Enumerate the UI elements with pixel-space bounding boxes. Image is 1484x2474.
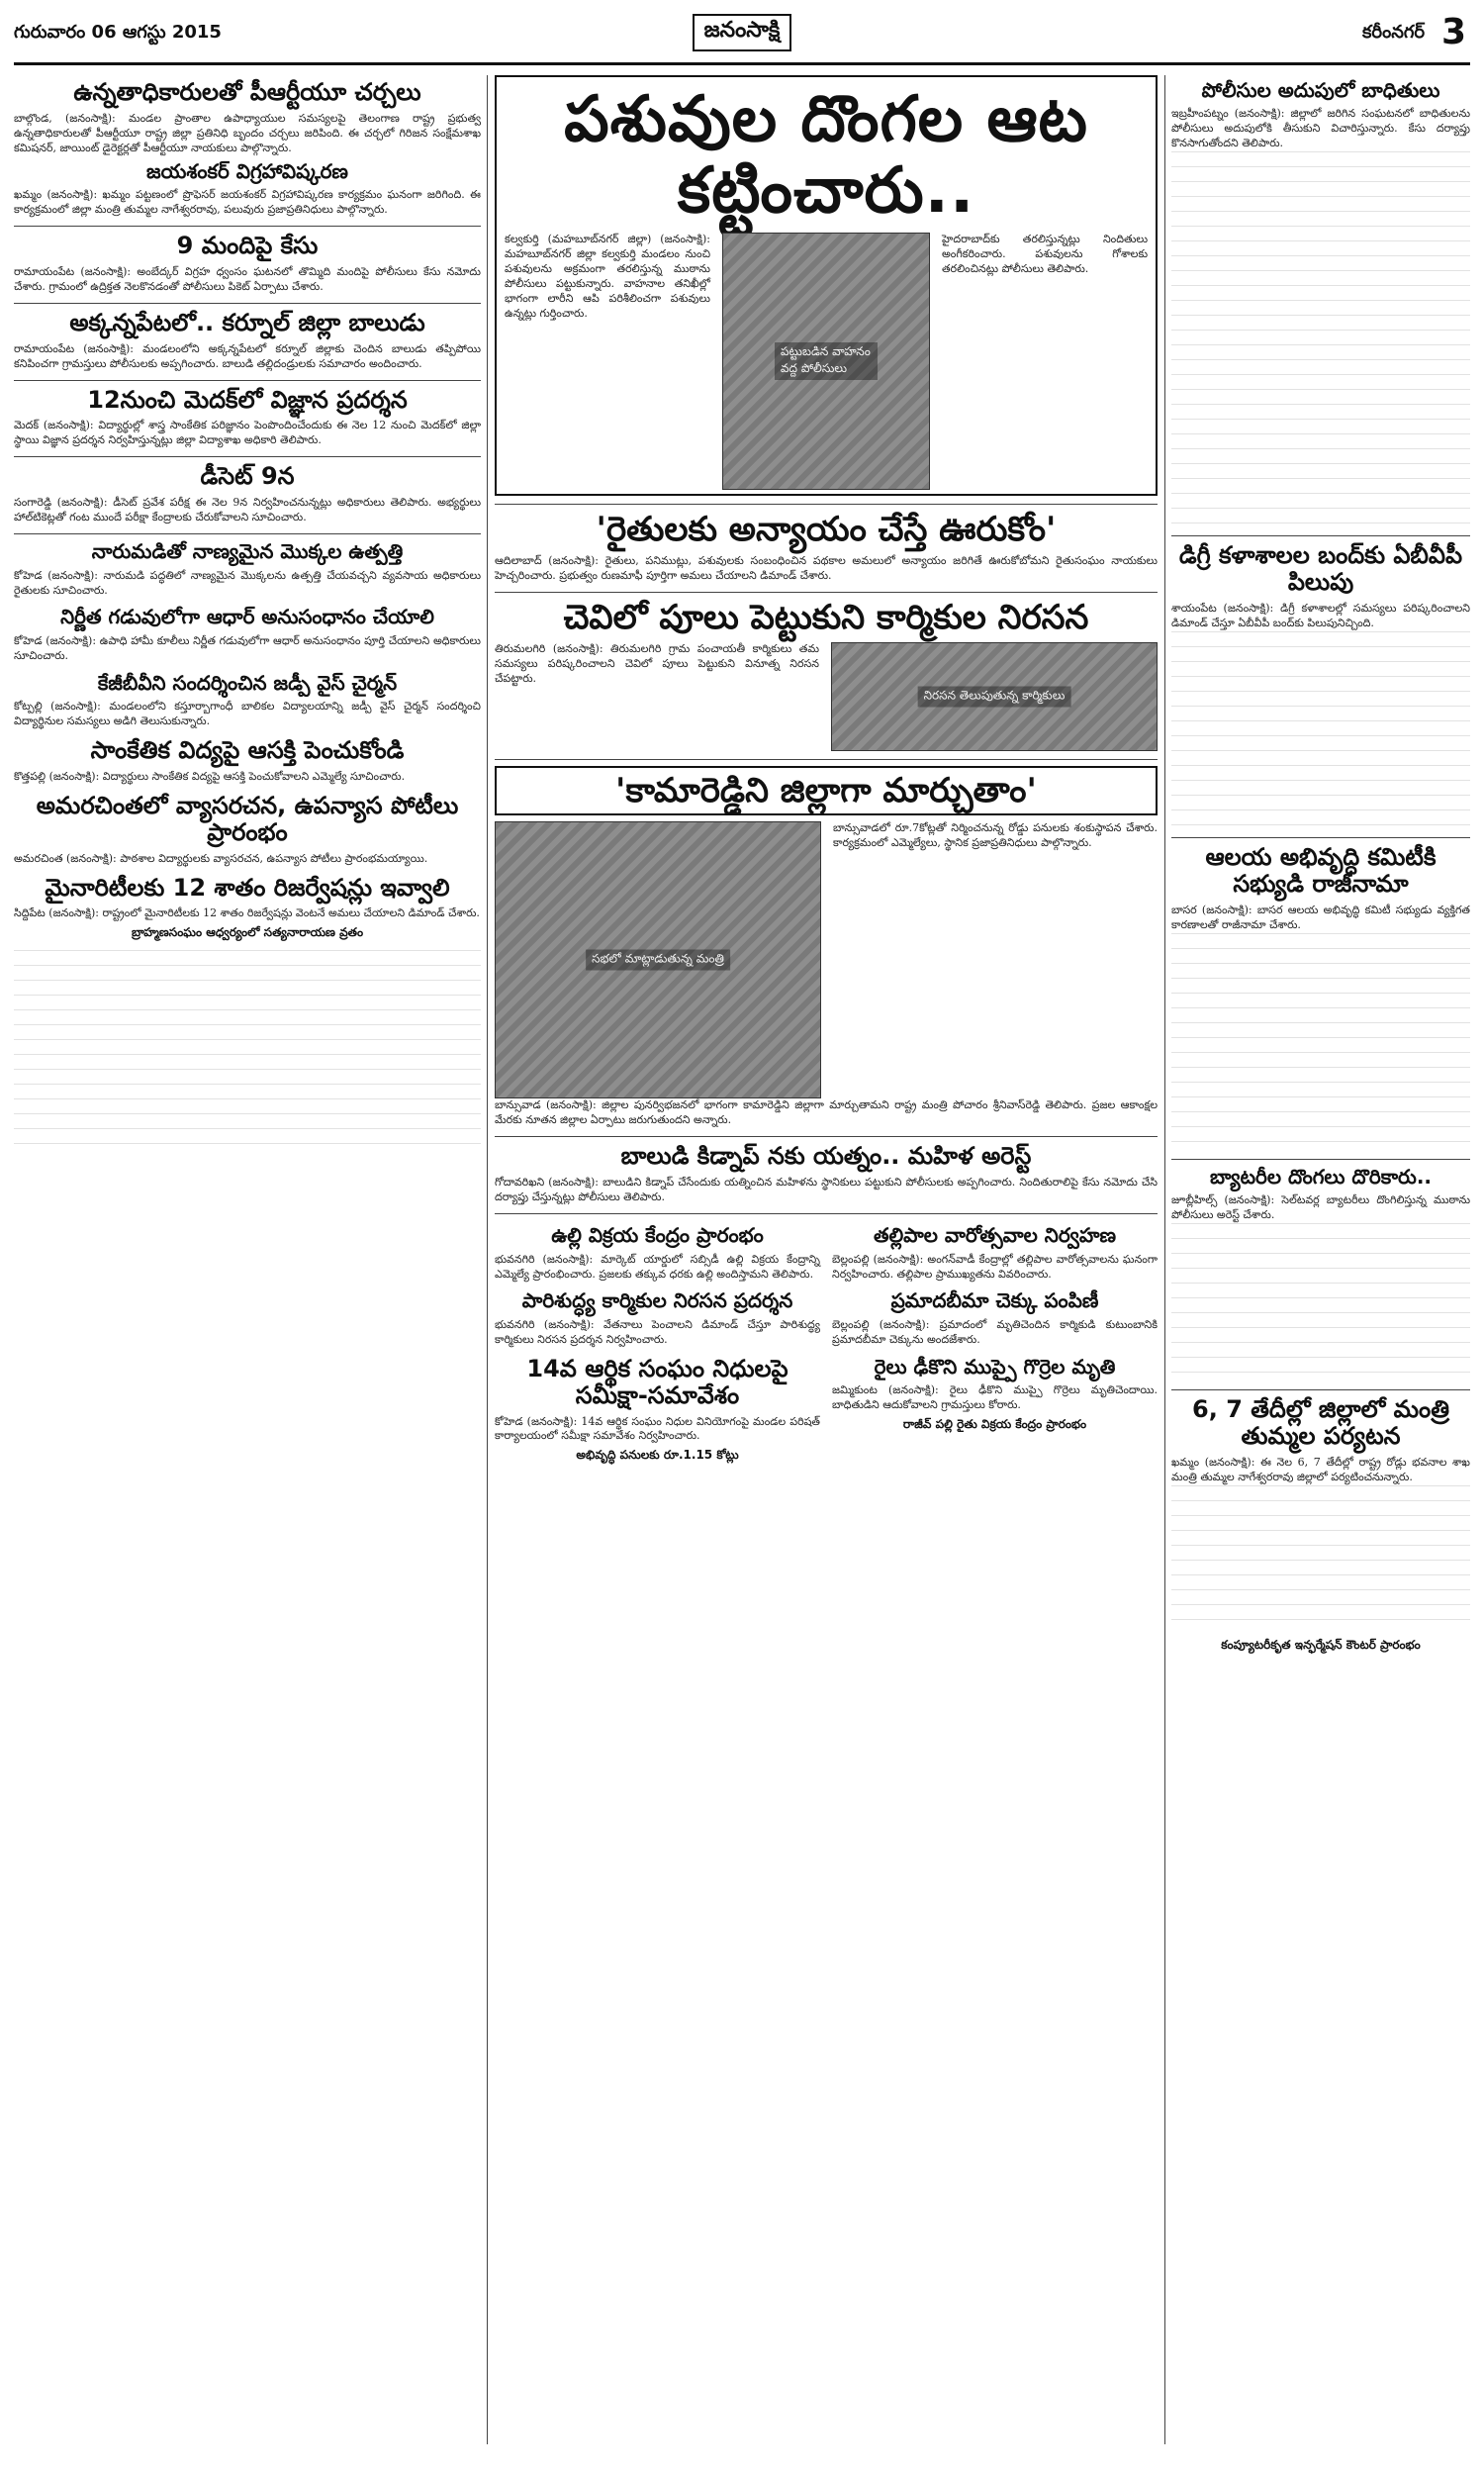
headline: నారుమడితో నాణ్యమైన మొక్కల ఉత్పత్తి (91, 539, 404, 564)
headline: 9 మందిపై కేసు (176, 232, 319, 260)
photo-caption: పట్టుబడిన వాహనం వద్ద పోలీసులు (775, 342, 878, 380)
news-photo (831, 642, 1158, 751)
headline: పారిశుద్ధ్య కార్మికుల నిరసన ప్రదర్శన (521, 1288, 793, 1313)
headline: ఉన్నతాధికారులతో పీఆర్టీయూ చర్చలు (73, 78, 421, 106)
news-photo (722, 233, 930, 490)
story (1171, 1166, 1470, 1381)
headline: ఉల్లి విక్రయ కేంద్రం ప్రారంభం (551, 1223, 764, 1248)
divider (14, 226, 481, 227)
headline: సాంకేతిక విద్యపై ఆసక్తి పెంచుకోండి (90, 736, 405, 765)
story-body: మెదక్ (జనంసాక్షి): విద్యార్థుల్లో శాస్త్ర సాంకేతిక పరిజ్ఞానం పెంపొందించేందుకు ఈ నెల 12 నుంచి మెదక్‌లో జిల్లా స్థాయి విజ్ఞాన ప్రదర్శన నిర్వహిస్తున్నట్లు జిల్లా విద్యాశాఖ అధికారి తెలిపారు. (14, 419, 481, 447)
story (14, 606, 481, 663)
story-body: గోదావరిఖని (జనంసాక్షి): బాలుడిని కిడ్నాప్ చేసేందుకు యత్నించిన మహిళను స్థానికులు పట్టుకుని పోలీసులకు అప్పగించారు. నిందితురాలిపై కేసు నమోదు చేసి దర్యాప్తు చేస్తున్నట్లు పోలీసులు తెలిపారు. (495, 1176, 1158, 1204)
story (832, 1289, 1158, 1347)
story-body: కోహెడ (జనంసాక్షి): ఉపాధి హామీ కూలీలు నిర్ణీత గడువులోగా ఆధార్ అనుసంధానం పూర్తి చేయాలని అధికారులు సూచించారు. (14, 633, 481, 662)
headline: 14వ ఆర్థిక సంఘం నిధులపై సమీక్షా-సమావేశం (526, 1354, 788, 1409)
story (14, 540, 481, 598)
paper-logo: జనంసాక్షి (693, 14, 792, 51)
story (495, 1143, 1158, 1205)
headline: పోలీసుల అదుపులో బాధితులు (1201, 78, 1440, 102)
subheadline: కంప్యూటరీకృత ఇన్ఫర్మేషన్ కౌంటర్ ప్రారంభం (1221, 1637, 1421, 1652)
story-body: కోట్పల్లి (జనంసాక్షి): మండలంలోని కస్తూర్బాగాంధీ బాలికల విద్యాలయాన్ని జడ్పీ వైస్ చైర్మన్ సందర్శించి విద్యార్థినుల సమస్యలు అడిగి తెలుసుకున్నారు. (14, 700, 481, 728)
story-body: అమరచింత (జనంసాక్షి): పాఠశాల విద్యార్థులకు వ్యాసరచన, ఉపన్యాస పోటీలు ప్రారంభమయ్యాయి. (14, 851, 428, 865)
column-rule (487, 75, 488, 2444)
story-body: బెల్లంపల్లి (జనంసాక్షి): అంగన్‌వాడీ కేంద్రాల్లో తల్లిపాల వారోత్సవాలను ఘనంగా నిర్వహించారు. తల్లిపాల ప్రాముఖ్యతను వివరించారు. (832, 1252, 1158, 1281)
story-body: భువనగిరి (జనంసాక్షి): మార్కెట్ యార్డులో సబ్సిడీ ఉల్లి విక్రయ కేంద్రాన్ని ఎమ్మెల్యే ప్రారంభించారు. ప్రజలకు తక్కువ ధరకు ఉల్లి అందిస్తామని తెలిపారు. (495, 1252, 820, 1281)
story-body: కల్వకుర్తి (మహబూబ్‌నగర్ జిల్లా) (జనంసాక్షి): మహబూబ్‌నగర్ జిల్లా కల్వకుర్తి మండలం నుంచి పశువులను అక్రమంగా తరలిస్తున్న ముఠాను పోలీసులు పట్టుకున్నారు. వాహనాల తనిఖీల్లో భాగంగా లారీని ఆపి పరిశీలించగా పశువులు ఉన్నట్లు గుర్తించారు. (505, 233, 710, 321)
story (495, 511, 1158, 584)
text-lines (1171, 631, 1470, 829)
story (14, 79, 481, 218)
headline: 12నుంచి మెదక్‌లో విజ్ఞాన ప్రదర్శన (87, 385, 408, 414)
story (14, 463, 481, 525)
headline: ఆలయ అభివృద్ధి కమిటీకి సభ్యుడి రాజీనామా (1205, 842, 1437, 898)
story-body: జూబ్లీహిల్స్ (జనంసాక్షి): సెల్‌టవర్ల బ్యాటరీలు దొంగిలిస్తున్న ముఠాను పోలీసులు అరెస్ట్ చేశారు. (1171, 1192, 1470, 1221)
story (1171, 79, 1470, 527)
divider (14, 380, 481, 381)
text-lines (1171, 933, 1470, 1151)
headline: డీసెట్ 9న (200, 462, 295, 491)
column-right (1171, 75, 1470, 2444)
story (14, 310, 481, 372)
story (495, 599, 1158, 751)
headline: మైనారిటీలకు 12 శాతం రిజర్వేషన్లు ఇవ్వాలి (45, 873, 450, 902)
news-photo (495, 821, 821, 1098)
story (1171, 844, 1470, 1151)
photo-caption: సభలో మాట్లాడుతున్న మంత్రి (586, 950, 730, 971)
story (1171, 542, 1470, 829)
story-body: బాసర (జనంసాక్షి): బాసర ఆలయ అభివృద్ధి కమిటీ సభ్యుడు వ్యక్తిగత కారణాలతో రాజీనామా చేశారు. (1171, 903, 1470, 931)
story-body: హైదరాబాద్‌కు తరలిస్తున్నట్లు నిందితులు అంగీకరించారు. పశువులను గోశాలకు తరలించినట్లు పోలీసులు తెలిపారు. (942, 233, 1148, 276)
district-label: కరీంనగర్ (1362, 22, 1425, 43)
story (495, 1356, 820, 1466)
story (495, 1224, 820, 1282)
story-body: సిద్దిపేట (జనంసాక్షి): రాష్ట్రంలో మైనారిటీలకు 12 శాతం రిజర్వేషన్లు వెంటనే అమలు చేయాలని డిమాండ్ చేశారు. (14, 906, 480, 920)
headline: చెవిలో పూలు పెట్టుకుని కార్మికుల నిరసన (563, 598, 1089, 638)
divider (14, 456, 481, 457)
photo-caption: నిరసన తెలుపుతున్న కార్మికులు (918, 687, 1071, 708)
story-body: బాల్గొండ, (జనంసాక్షి): మండల ప్రాంతాల ఉపాధ్యాయుల సమస్యలపై తెలంగాణ రాష్ట్ర ప్రభుత్వ ఉన్నతాధికారులతో పీఆర్టీయూ రాష్ట్ర జిల్లా ప్రతినిధి బృందం చర్చలు జరిపింది. ఈ చర్చలో గిరిజన సంక్షేమశాఖ కమిషనర్, జాయింట్ డైరెక్టర్లతో పీఆర్టీయూ నాయకులు పాల్గొన్నారు. (14, 111, 481, 154)
story-body: బెల్లంపల్లి (జనంసాక్షి): ప్రమాదంలో మృతిచెందిన కార్మికుడి కుటుంబానికి ప్రమాదబీమా చెక్కును అందజేశారు. (832, 1317, 1158, 1346)
story-body: శాయంపేట (జనంసాక్షి): డిగ్రీ కళాశాలల్లో సమస్యలు పరిష్కరించాలని డిమాండ్ చేస్తూ ఏబీవీపీ బంద్‌కు పిలుపునిచ్చింది. (1171, 602, 1470, 629)
text-lines (1171, 1485, 1470, 1634)
story-body: కోహెడ (జనంసాక్షి): 14వ ఆర్థిక సంఘం నిధుల వినియోగంపై మండల పరిషత్ కార్యాలయంలో సమీక్షా సమావేశం నిర్వహించారు. (495, 1414, 820, 1443)
text-lines (14, 950, 481, 1158)
story (832, 1356, 1158, 1434)
column-left (14, 75, 481, 2444)
story-body: ఇబ్రహీంపట్నం (జనంసాక్షి): జిల్లాలో జరిగిన సంఘటనలో బాధితులను పోలీసులు అదుపులోకి తీసుకుని విచారిస్తున్నారు. కేసు దర్యాప్తు కొనసాగుతోందని తెలిపారు. (1171, 107, 1470, 150)
story (495, 766, 1158, 1128)
headline: ప్రమాదబీమా చెక్కు పంపిణీ (890, 1288, 1099, 1313)
subheadline: జయశంకర్ విగ్రహావిష్కరణ (146, 158, 348, 183)
headline: రైలు ఢీకొని ముప్పై గొర్రెల మృతి (874, 1354, 1116, 1379)
story-body: భువనగిరి (జనంసాక్షి): వేతనాలు పెంచాలని డిమాండ్ చేస్తూ పారిశుద్ధ్య కార్మికులు నిరసన ప్రదర్శన నిర్వహించారు. (495, 1317, 820, 1346)
story (14, 793, 481, 867)
page-number: 3 (1440, 12, 1466, 52)
story-body: ఆదిలాబాద్ (జనంసాక్షి): రైతులు, పనిముట్లు, పశువులకు సంబంధించిన పథకాల అమలులో అన్యాయం జరిగితే ఊరుకోబోమని రైతుసంఘం నాయకులు హెచ్చరించారు. ప్రభుత్వం రుణమాఫీ పూర్తిగా అమలు చేయాలని డిమాండ్ చేశారు. (495, 554, 1158, 583)
headline: 'కామారెడ్డిని జిల్లాగా మార్చుతాం' (495, 766, 1158, 815)
headline: 'రైతులకు అన్యాయం చేస్తే ఊరుకోం' (596, 510, 1057, 550)
subheadline: అభివృద్ధి పనులకు రూ.1.15 కోట్లు (576, 1448, 739, 1463)
headline: బాలుడి కిడ్నాప్ నకు యత్నం.. మహిళ అరెస్ట్ (620, 1142, 1032, 1171)
story-body: కొత్తపల్లి (జనంసాక్షి): విద్యార్థులు సాంకేతిక విద్యపై ఆసక్తి పెంచుకోవాలని ఎమ్మెల్యే సూచించారు. (14, 769, 406, 783)
text-lines (1171, 151, 1470, 527)
story (832, 1224, 1158, 1282)
divider (14, 303, 481, 304)
story-body: ఖమ్మం (జనంసాక్షి): ఈ నెల 6, 7 తేదీల్లో రాష్ట్ర రోడ్లు భవనాల శాఖ మంత్రి తుమ్మల నాగేశ్వరరావు జిల్లాలో పర్యటించనున్నారు. (1171, 1455, 1470, 1483)
headline: నిర్ణీత గడువులోగా ఆధార్ అనుసంధానం చేయాలి (60, 605, 434, 629)
lead-headline: పశువుల దొంగల ఆట కట్టించారు.. (564, 83, 1088, 228)
story (14, 387, 481, 449)
subheadline: రాజీవ్ పల్లి రైతు విక్రయ కేంద్రం ప్రారంభం (902, 1417, 1087, 1432)
headline: బ్యాటరీల దొంగలు దొరికారు.. (1209, 1164, 1433, 1189)
headline: కేజీబీవీని సందర్శించిన జడ్పీ వైస్ చైర్మన్ (97, 670, 398, 695)
story-body: జమ్మికుంట (జనంసాక్షి): రైలు ఢీకొని ముప్పై గొర్రెలు మృతిచెందాయి. బాధితుడిని ఆదుకోవాలని గ్రామస్తులు కోరారు. (832, 1383, 1158, 1412)
headline: 6, 7 తేదీల్లో జిల్లాలో మంత్రి తుమ్మల పర్యటన (1192, 1394, 1449, 1450)
headline: అక్కన్నపేటలో.. కర్నూల్ జిల్లా బాలుడు (69, 308, 425, 336)
divider (14, 533, 481, 534)
story (14, 233, 481, 295)
subheadline: బ్రాహ్మణసంఘం ఆధ్వర్యంలో సత్యనారాయణ వ్రతం (131, 925, 364, 940)
story (14, 737, 481, 785)
story-body: కోహెడ (జనంసాక్షి): నారుమడి పద్ధతిలో నాణ్యమైన మొక్కలను ఉత్పత్తి చేయవచ్చని వ్యవసాయ అధికారులు రైతులకు సూచించారు. (14, 568, 481, 597)
story-body: ఖమ్మం (జనంసాక్షి): ఖమ్మం పట్టణంలో ప్రొఫెసర్ జయశంకర్ విగ్రహావిష్కరణ కార్యక్రమం ఘనంగా జరిగింది. ఈ కార్యక్రమంలో జిల్లా మంత్రి తుమ్మల నాగేశ్వరరావు, పలువురు ప్రజాప్రతినిధులు పాల్గొన్నారు. (14, 188, 481, 217)
story-body: రామాయంపేట (జనంసాక్షి): మండలంలోని అక్కన్నపేటలో కర్నూల్ జిల్లాకు చెందిన బాలుడు తప్పిపోయి కనిపించగా గ్రామస్తులు పోలీసులకు అప్పగించారు. బాలుడి తల్లిదండ్రులకు సమాచారం అందించారు. (14, 341, 481, 370)
lead-story (495, 75, 1158, 496)
headline: డిగ్రీ కళాశాలల బంద్‌కు ఏబీవీపీ పిలుపు (1178, 541, 1463, 597)
story-body: తిరుమలగిరి (జనంసాక్షి): తిరుమలగిరి గ్రామ పంచాయతీ కార్మికులు తమ సమస్యలు పరిష్కరించాలని చెవిలో పూలు పెట్టుకుని వినూత్న నిరసన చేపట్టారు. (495, 642, 819, 686)
story (14, 672, 481, 729)
story (495, 1289, 820, 1347)
column-center (495, 75, 1158, 2444)
story-body: బాన్సువాడలో రూ.7కోట్లతో నిర్మించనున్న రోడ్డు పనులకు శంకుస్థాపన చేశారు. కార్యక్రమంలో ఎమ్మెల్యేలు, స్థానిక ప్రజాప్రతినిధులు పాల్గొన్నారు. (833, 821, 1158, 850)
story (14, 875, 481, 943)
story-body: బాన్సువాడ (జనంసాక్షి): జిల్లాల పునర్విభజనలో భాగంగా కామారెడ్డిని జిల్లాగా మార్చుతామని రాష్ట్ర మంత్రి పోచారం శ్రీనివాస్‌రెడ్డి తెలిపారు. ప్రజల ఆకాంక్షల మేరకు నూతన జిల్లాల ఏర్పాటు జరుగుతుందని అన్నారు. (495, 1098, 1158, 1127)
headline: తల్లిపాల వారోత్సవాల నిర్వహణ (873, 1223, 1117, 1248)
text-lines (1171, 1223, 1470, 1381)
story (1171, 1396, 1470, 1655)
issue-date: గురువారం 06 ఆగస్టు 2015 (14, 22, 222, 43)
headline: అమరచింతలో వ్యాసరచన, ఉపన్యాస పోటీలు ప్రారంభం (36, 791, 459, 846)
story-body: రామాయంపేట (జనంసాక్షి): అంబేద్కర్ విగ్రహ ధ్వంసం ఘటనలో తొమ్మిది మందిపై పోలీసులు కేసు నమోదు చేశారు. గ్రామంలో ఉద్రిక్తత నెలకొనడంతో పోలీసులు పికెట్ ఏర్పాటు చేశారు. (14, 264, 481, 293)
column-rule (1164, 75, 1165, 2444)
story-body: సంగారెడ్డి (జనంసాక్షి): డీసెట్‌ ప్రవేశ పరీక్ష ఈ నెల 9న నిర్వహించనున్నట్లు అధికారులు తెలిపారు. అభ్యర్థులు హాల్‌టికెట్లతో గంట ముందే పరీక్షా కేంద్రాలకు చేరుకోవాలని సూచించారు. (14, 496, 481, 524)
masthead (613, 14, 871, 53)
